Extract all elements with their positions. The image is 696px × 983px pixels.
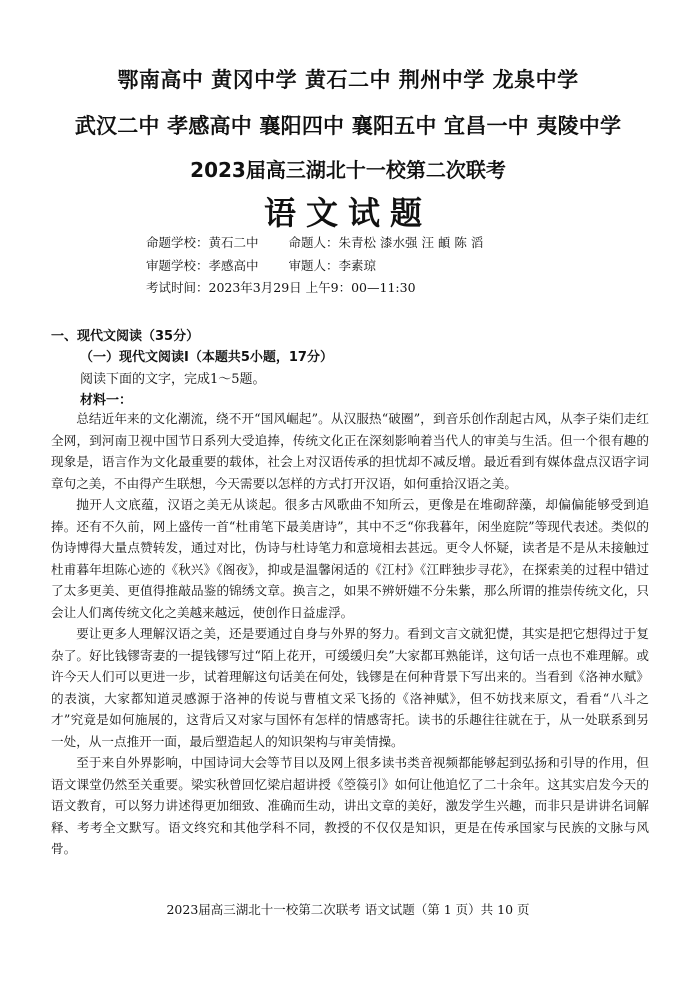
material-label: 材料一：: [80, 393, 133, 408]
exam-time: 考试时间：2023年3月29日 上午9：00—11:30: [146, 280, 416, 295]
reviewer: 审题人：李素琼: [288, 258, 377, 273]
page-footer: 2023届高三湖北十一校第二次联考 语文试题（第 1 页）共 10 页: [166, 902, 530, 917]
subsection-title: （一）现代文阅读Ⅰ（本题共5小题，17分）: [80, 350, 333, 365]
meta-review: [146, 256, 376, 274]
proposition-school: 命题学校：黄石二中: [146, 235, 259, 250]
review-school: 审题学校：孝感高中: [146, 258, 259, 273]
paragraph: 抛开人文底蕴，汉语之美无从谈起。很多古风歌曲不知所云，更像是在堆砌辞藻，却偏偏能够受到追捧。还有不久前，网上盛传一首“杜甫笔下最美唐诗”，其中不乏“你我暮年，闲坐庭院”等现代表述。类似的伪诗博得大量点赞转发，通过对比，伪诗与杜诗笔力和意境相去甚远。更令人怀疑，读者是不是从未接触过杜甫暮年坦陈心迹的《秋兴》《阁夜》，抑或是温馨闲适的《江村》《江畔独步寻花》，在探索美的过程中错过了太多更美、更值得推敲品鉴的锦绣文章。换言之，如果不辨妍媸不分朱紫，那么所谓的推崇传统文化，只会让人们离传统文化之美越来越远，使创作日益虚浮。: [51, 497, 649, 620]
schools-line-1: 鄂南高中 黄冈中学 黄石二中 荆州中学 龙泉中学: [117, 68, 579, 92]
paragraph: 至于来自外界影响，中国诗词大会等节目以及网上很多读书类音视频都能够起到弘扬和引导的作用，但语文课堂仍然至关重要。梁实秋曾回忆梁启超讲授《箜篌引》如何让他追忆了二十余年。这其实启发今天的语文教育，可以努力讲述得更加细致、准确而生动，讲出文章的美好，激发学生兴趣，而非只是讲讲名词解释、考考全文默写。语文终究和其他学科不同，教授的不仅仅是知识，更是在传承国家与民族的文脉与风骨。: [51, 755, 649, 856]
paragraph: 总结近年来的文化潮流，绕不开“国风崛起”。从汉服热“破圈”，到音乐创作刮起古风，从李子柒们走红全网，到河南卫视中国节日系列大受追捧，传统文化正在深刻影响着当代人的审美与生活。但一个很有趣的现象是，语言作为文化最重要的载体，社会上对汉语传承的担忧却不减反增。最近看到有媒体盘点汉语字词章句之美，不由得产生联想，今天需要以怎样的方式打开汉语，如何重拾汉语之美。: [51, 411, 649, 491]
paragraph: 要让更多人理解汉语之美，还是要通过自身与外界的努力。看到文言文就犯憷，其实是把它想得过于复杂了。好比钱镠寄妻的一提钱镠写过“陌上花开，可缓缓归矣”大家都耳熟能详，这句话一点也不难理解。或许今天人们可以更进一步，试着理解这句话美在何处，钱镠是在何种背景下写出来的。当看到《洛神水赋》的表演，大家都知道灵感源于洛神的传说与曹植文采飞扬的《洛神赋》，但不妨找来原文，看看“八斗之才”究竟是如何施展的，这背后又对家与国怀有怎样的情感寄托。读书的乐趣往往就在于，从一处联系到另一处，从一点推开一面，最后塑造起人的知识架构与审美情操。: [51, 626, 649, 749]
proposers: 命题人：朱青松 漆水强 汪 頔 陈 滔: [288, 235, 484, 250]
passage: [51, 408, 649, 860]
schools-line-2: 武汉二中 孝感高中 襄阳四中 襄阳五中 宜昌一中 夷陵中学: [74, 114, 622, 138]
instruction: 阅读下面的文字，完成1～5题。: [80, 372, 266, 387]
subject-title: 语文试题: [263, 194, 432, 232]
exam-title: 2023届高三湖北十一校第二次联考: [190, 158, 506, 182]
meta-proposition: [146, 233, 483, 251]
section-title: 一、现代文阅读（35分）: [51, 329, 200, 344]
